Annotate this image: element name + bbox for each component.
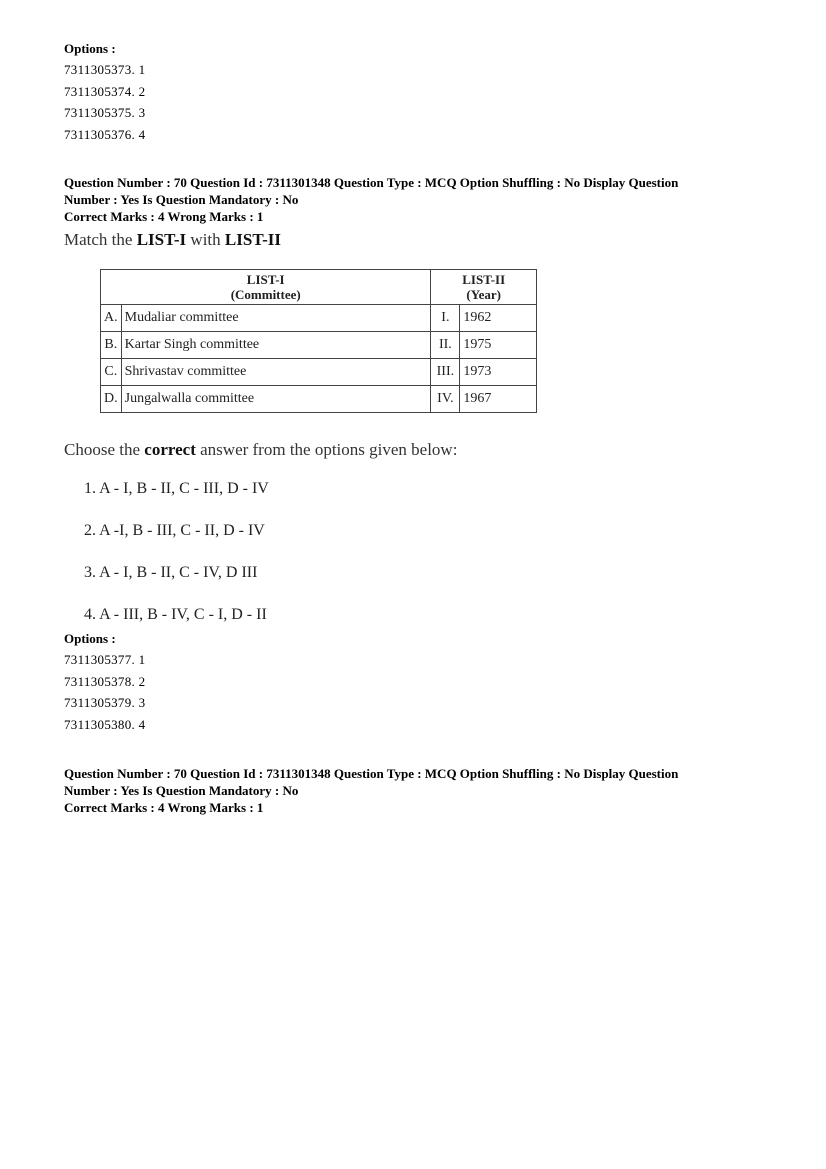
committee-cell: Jungalwalla committee [121,386,431,413]
year-cell: 1975 [460,332,537,359]
options-list [64,649,145,735]
match-table [100,269,537,413]
question-header-line1: Question Number : 70 Question Id : 7311301348 Question Type : MCQ Option Shuffling : No Display Question [64,175,679,190]
year-cell: 1973 [460,359,537,386]
list1-header: LIST-I (Committee) [101,270,431,305]
committee-cell: Kartar Singh committee [121,332,431,359]
option-item: 7311305379. 3 [64,695,146,710]
option-item: 7311305378. 2 [64,673,146,689]
table-row [101,332,537,359]
table-row [101,305,537,332]
answer-choice-4: 4. A - III, B - IV, C - I, D - II [84,606,267,623]
option-item: 7311305376. 4 [64,126,146,142]
options-label: Options : [64,41,116,56]
option-item: 7311305374. 2 [64,83,146,99]
table-row [101,386,537,413]
question-header-line1: Question Number : 70 Question Id : 7311301348 Question Type : MCQ Option Shuffling : No Display Question [64,766,679,781]
question-header-line2: Number : Yes Is Question Mandatory : No [64,783,299,798]
row-roman: II. [431,332,460,359]
question-marks: Correct Marks : 4 Wrong Marks : 1 [64,209,264,224]
options-label: Options : [64,631,116,646]
committee-cell: Shrivastav committee [121,359,431,386]
row-letter: B. [101,332,122,359]
row-roman: III. [431,359,460,386]
question-header [64,765,764,816]
choose-instruction: Choose the correct answer from the options given below: [64,440,458,459]
year-cell: 1967 [460,386,537,413]
row-letter: C. [101,359,122,386]
options-list [64,59,145,145]
match-table-header [101,270,537,305]
question-header-line2: Number : Yes Is Question Mandatory : No [64,192,299,207]
list2-header: LIST-II (Year) [431,270,537,305]
question-statement: Match the LIST-I with LIST-II [64,230,281,249]
option-item: 7311305375. 3 [64,105,146,120]
table-row [101,359,537,386]
question-marks: Correct Marks : 4 Wrong Marks : 1 [64,800,264,815]
row-roman: IV. [431,386,460,413]
committee-cell: Mudaliar committee [121,305,431,332]
row-letter: D. [101,386,122,413]
row-letter: A. [101,305,122,332]
answer-choice-2: 2. A -I, B - III, C - II, D - IV [84,522,265,539]
row-roman: I. [431,305,460,332]
option-item: 7311305373. 1 [64,62,146,77]
option-item: 7311305377. 1 [64,652,146,667]
answer-choice-3: 3. A - I, B - II, C - IV, D III [84,564,258,581]
answer-choice-1: 1. A - I, B - II, C - III, D - IV [84,480,269,497]
option-item: 7311305380. 4 [64,716,146,732]
year-cell: 1962 [460,305,537,332]
question-header [64,174,764,225]
